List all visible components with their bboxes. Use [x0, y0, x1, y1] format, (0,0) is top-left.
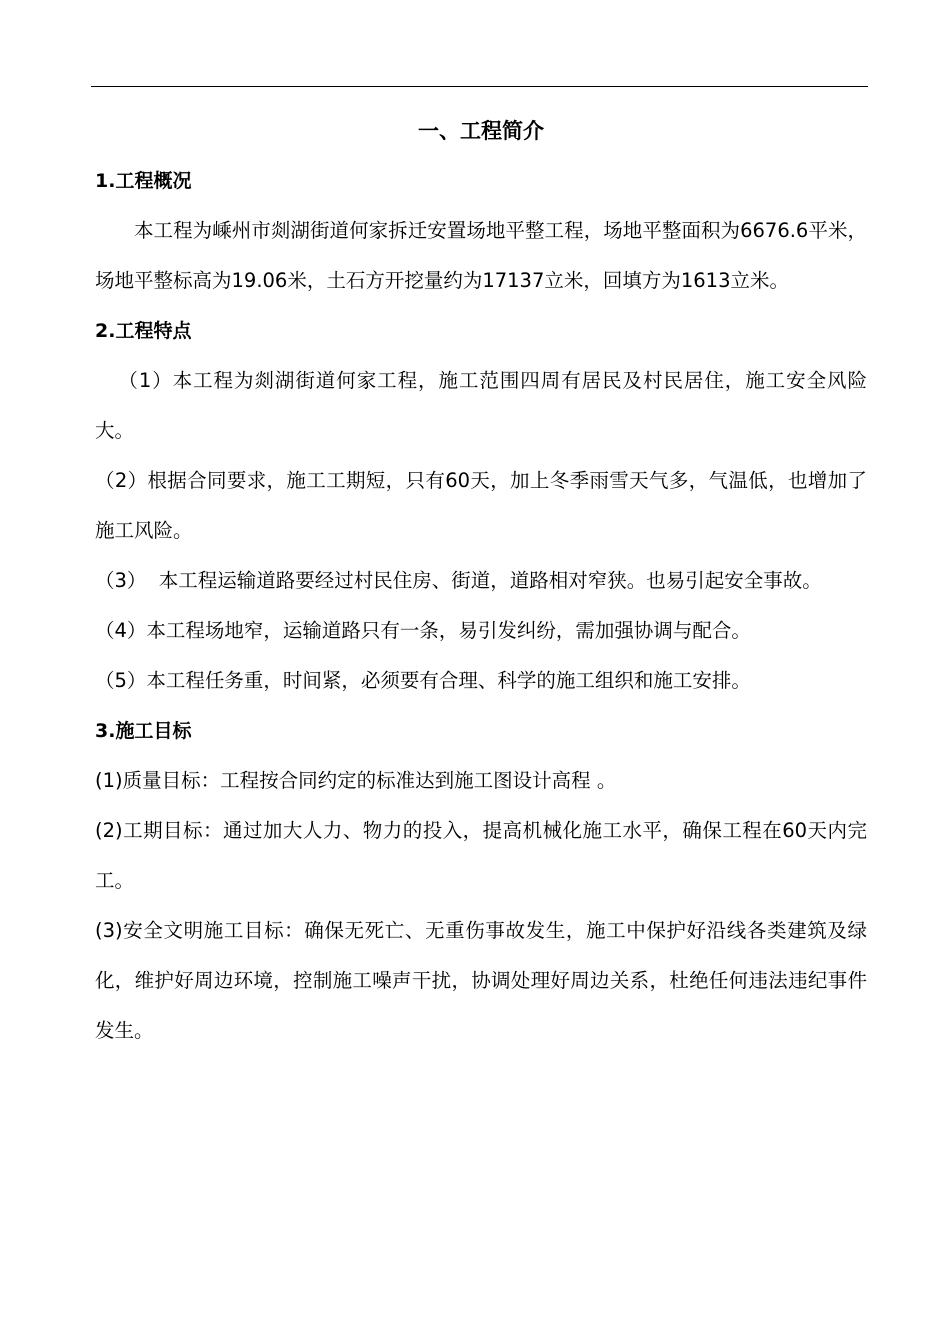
- goal-item-quality: (1)质量目标：工程按合同约定的标准达到施工图设计高程 。: [95, 769, 617, 792]
- feature-item-3: （3） 本工程运输道路要经过村民住房、街道，道路相对窄狭。也易引起安全事故。: [95, 569, 822, 592]
- goal-item-safety: (3)安全文明施工目标：确保无死亡、无重伤事故发生，施工中保护好沿线各类建筑及绿化，维护好周边环境，控制施工噪声干扰，协调处理好周边关系，杜绝任何违法违纪事件发生。: [95, 919, 867, 1042]
- section-heading-overview: 1.工程概况: [95, 170, 192, 192]
- document-title: 一、工程简介: [418, 119, 544, 143]
- goal-item-schedule: (2)工期目标：通过加大人力、物力的投入，提高机械化施工水平，确保工程在60天内完工。: [95, 819, 867, 892]
- document-body: [95, 106, 867, 1056]
- feature-item-4: （4）本工程场地窄，运输道路只有一条，易引发纠纷，需加强协调与配合。: [95, 619, 751, 642]
- feature-item-1: （1）本工程为剡湖街道何家工程，施工范围四周有居民及村民居住，施工安全风险大。: [95, 369, 867, 442]
- overview-paragraph: 本工程为嵊州市剡湖街道何家拆迁安置场地平整工程，场地平整面积为6676.6平米，场地平整标高为19.06米，土石方开挖量约为17137立米，回填方为1613立米。: [95, 219, 867, 292]
- header-rule: [91, 86, 868, 87]
- feature-item-5: （5）本工程任务重，时间紧，必须要有合理、科学的施工组织和施工安排。: [95, 669, 751, 692]
- section-heading-features: 2.工程特点: [95, 320, 192, 342]
- feature-item-2: （2）根据合同要求，施工工期短，只有60天，加上冬季雨雪天气多，气温低，也增加了施工风险。: [95, 469, 867, 542]
- section-heading-goals: 3.施工目标: [95, 720, 192, 742]
